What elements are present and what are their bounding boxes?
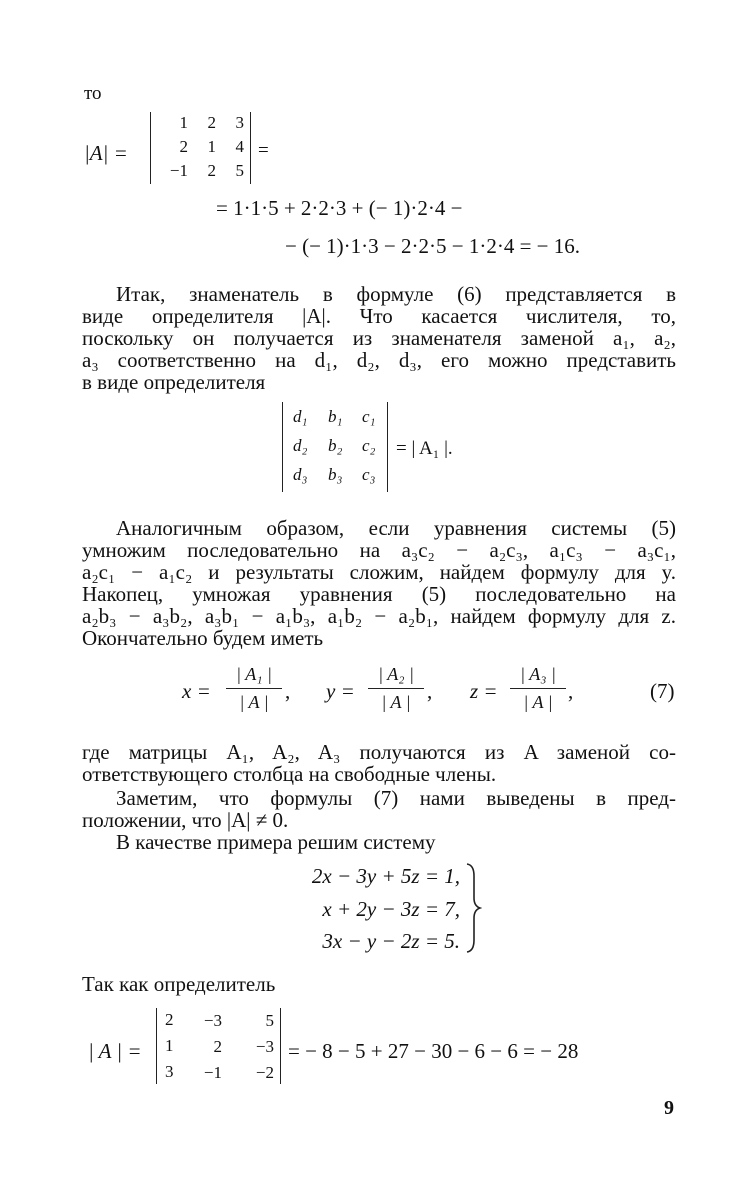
det3-cell: 3 — [165, 1062, 174, 1081]
fraction-bar — [368, 688, 424, 689]
paragraph-line: положении, что |A| ≠ 0. — [82, 808, 289, 832]
paragraph-line: виде определителя |A|. Что касается числителя, то, — [82, 304, 676, 328]
det3-cell: 1 — [165, 1036, 174, 1055]
det3-lhs: | A | = — [88, 1039, 142, 1063]
formula7-x-lhs: x = — [182, 679, 211, 703]
det1-cell: 3 — [235, 113, 244, 132]
det2-rhs: = | A₁ |. — [396, 438, 453, 459]
det1-cell: −1 — [169, 161, 188, 180]
paragraph-line: умножим последовательно на a₃c₂ − a₂c₃, a₁c₃ − a₃c₁, — [82, 538, 676, 562]
formula7-y-numerator: | A₂ | — [378, 664, 414, 684]
paragraph-6: Так как определитель — [82, 972, 276, 996]
formula7-z-lhs: z = — [470, 679, 498, 703]
fraction-bar — [510, 688, 566, 689]
det1-left-bar — [150, 112, 151, 184]
det1-cell: 2 — [207, 161, 216, 180]
det2-left-bar — [282, 402, 283, 492]
det2-cell: b₂ — [328, 436, 343, 455]
det1-expansion-line1: = 1·1·5 + 2·2·3 + (− 1)·2·4 − — [216, 196, 463, 220]
formula7-x-fraction — [226, 664, 282, 713]
det1-eq: = — [258, 140, 269, 161]
det1-cell: 4 — [235, 137, 244, 156]
det3-cell: −3 — [203, 1011, 222, 1030]
formula7-z-numerator: | A₃ | — [520, 664, 556, 684]
det2-right-bar — [387, 402, 388, 492]
formula7-x-denominator: | A | — [239, 692, 269, 712]
paragraph-line: где матрицы A₁, A₂, A₃ получаются из A заменой со- — [82, 740, 676, 764]
paragraph-line: ответствующего столбца на свободные члены. — [82, 762, 497, 786]
paragraph-line: Аналогичным образом, если уравнения системы (5) — [116, 516, 676, 540]
formula7-z-denominator: | A | — [523, 692, 553, 712]
det3-cell: −1 — [203, 1063, 222, 1082]
formula7-y-fraction — [368, 664, 424, 713]
det2-cell: d₁ — [293, 407, 308, 426]
paragraph-line: a₂c₁ − a₁c₂ и результаты сложим, найдем формулу для y. — [82, 560, 676, 584]
paragraph-line: a₂b₃ − a₃b₂, a₃b₁ − a₁b₃, a₁b₂ − a₂b₁, найдем формулу для z. — [82, 604, 676, 628]
det2-cell: d₂ — [293, 436, 308, 455]
det3-cell: 2 — [213, 1037, 222, 1056]
det2-cell: c₃ — [362, 465, 376, 484]
equation-line: 3x − y − 2z = 5. — [322, 929, 460, 953]
paragraph-line: a₃ соответственно на d₁, d₂, d₃, его можно представить — [82, 348, 676, 372]
formula7-y-denominator: | A | — [381, 692, 411, 712]
det1-cell: 5 — [235, 161, 244, 180]
paragraph-line: Окончательно будем иметь — [82, 626, 324, 650]
paragraph-line: поскольку он получается из знаменателя заменой a₁, a₂, — [82, 326, 676, 350]
intro-word: то — [84, 83, 102, 104]
right-brace — [464, 862, 482, 954]
equation-line: x + 2y − 3z = 7, — [322, 897, 460, 921]
det3-right-bar — [280, 1008, 281, 1084]
paragraph-5: В качестве примера решим систему — [116, 830, 436, 854]
det3-cell: 5 — [265, 1011, 274, 1030]
paragraph-line: Итак, знаменатель в формуле (6) представляется в — [116, 282, 676, 306]
page-number: 9 — [664, 1097, 674, 1119]
formula7-y-lhs: y = — [326, 679, 355, 703]
paragraph-line: Накопец, умножая уравнения (5) последовательно на — [82, 582, 676, 606]
det3-cell: −3 — [255, 1037, 274, 1056]
det1-cell: 1 — [179, 113, 188, 132]
det1-lhs: |A| = — [84, 141, 128, 165]
det1-cell: 2 — [179, 137, 188, 156]
det2-cell: c₂ — [362, 436, 376, 455]
det3-cell: 2 — [165, 1010, 174, 1029]
formula7-tag: (7) — [650, 679, 675, 703]
det2-cell: b₃ — [328, 465, 343, 484]
det1-cell: 2 — [207, 113, 216, 132]
det2-cell: d₃ — [293, 465, 308, 484]
fraction-bar — [226, 688, 282, 689]
det3-rhs: = − 8 − 5 + 27 − 30 − 6 − 6 = − 28 — [288, 1039, 579, 1063]
det1-right-bar — [250, 112, 251, 184]
formula7-x-numerator: | A₁ | — [236, 664, 272, 684]
det2-cell: b₁ — [328, 407, 343, 426]
equation-line: 2x − 3y + 5z = 1, — [311, 864, 460, 888]
formula7-z-fraction — [510, 664, 566, 713]
det3-cell: −2 — [255, 1063, 274, 1082]
paragraph-line: Заметим, что формулы (7) нами выведены в пред- — [116, 786, 676, 810]
paragraph-line: в виде определителя — [82, 370, 266, 394]
det3-left-bar — [156, 1008, 157, 1084]
det2-cell: c₁ — [362, 407, 376, 426]
det1-cell: 1 — [207, 137, 216, 156]
det1-expansion-line2: − (− 1)·1·3 − 2·2·5 − 1·2·4 = − 16. — [285, 234, 581, 258]
